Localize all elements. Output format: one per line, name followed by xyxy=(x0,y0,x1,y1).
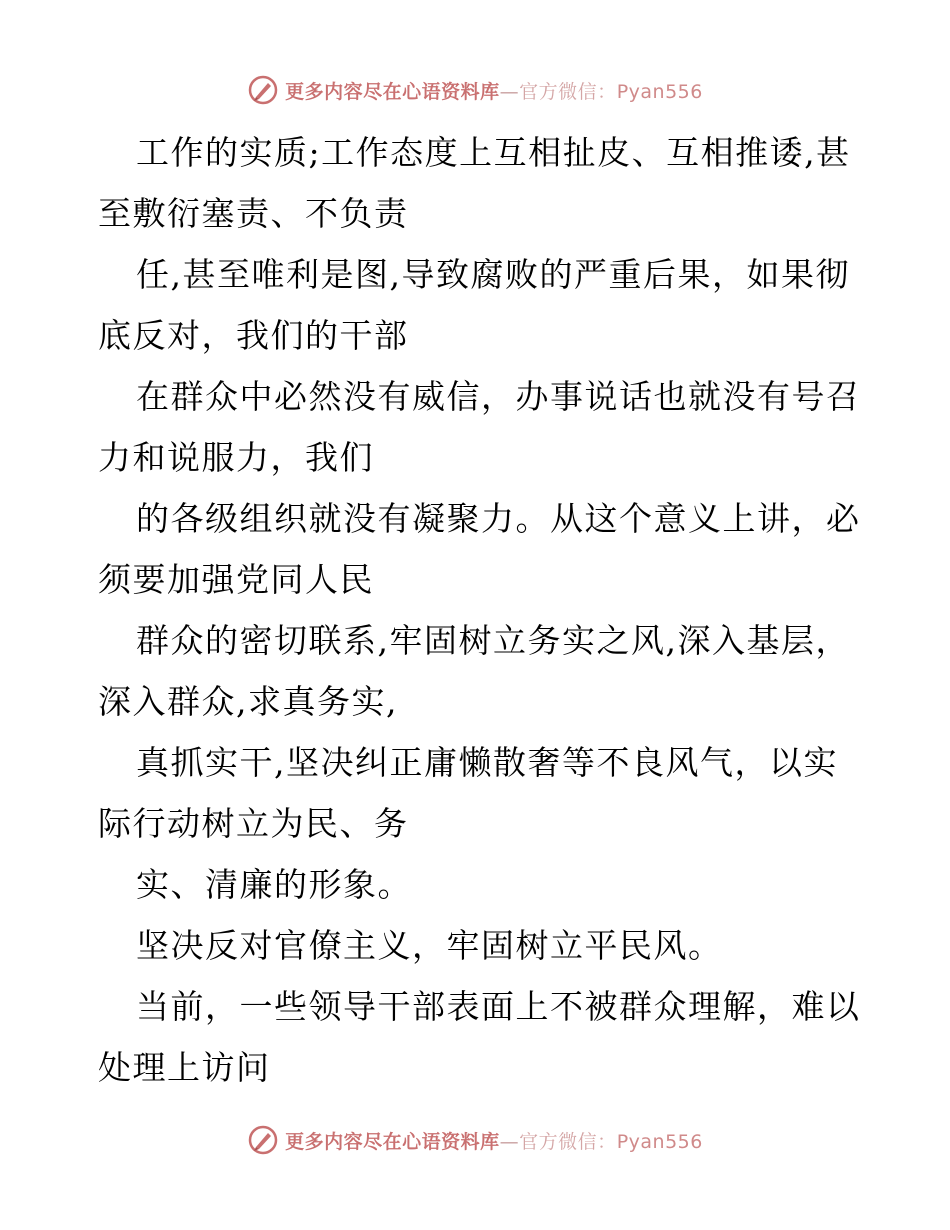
body-line: 至敷衍塞责、不负责 xyxy=(98,194,409,233)
body-line: 须要加强党同人民 xyxy=(98,560,374,599)
body-line: 力和说服力，我们 xyxy=(98,438,374,477)
body-line: 当前，一些领导干部表面上不被群众理解，难以 xyxy=(136,987,861,1026)
header-watermark xyxy=(0,73,950,107)
body-line: 实、清廉的形象。 xyxy=(136,865,412,904)
body-line: 际行动树立为民、务 xyxy=(98,804,409,843)
body-line: 底反对，我们的干部 xyxy=(98,316,409,355)
watermark-text xyxy=(285,1127,703,1154)
watermark-wechat-label: 官方微信： xyxy=(519,1130,617,1153)
watermark-dash: — xyxy=(499,1130,520,1153)
body-line: 坚决反对官僚主义，牢固树立平民风。 xyxy=(136,926,723,965)
body-line: 任,甚至唯利是图,导致腐败的严重后果，如果彻 xyxy=(136,255,850,294)
watermark-brand: 更多内容尽在心语资料库 xyxy=(285,80,500,103)
body-line: 深入群众,求真务实, xyxy=(98,682,398,721)
footer-watermark xyxy=(0,1123,950,1157)
body-line: 在群众中必然没有威信，办事说话也就没有号召 xyxy=(136,377,861,416)
body-line: 群众的密切联系,牢固树立务实之风,深入基层， xyxy=(136,621,850,660)
body-line: 工作的实质;工作态度上互相扯皮、互相推诿,甚 xyxy=(136,133,851,172)
watermark-brand: 更多内容尽在心语资料库 xyxy=(285,1130,500,1153)
document-body xyxy=(98,122,861,1098)
body-line: 的各级组织就没有凝聚力。从这个意义上讲，必 xyxy=(136,499,861,538)
watermark-wechat-id: Pyan556 xyxy=(616,1130,703,1153)
pen-logo-icon xyxy=(247,1124,279,1156)
watermark-wechat-label: 官方微信： xyxy=(519,80,617,103)
watermark-dash: — xyxy=(499,80,520,103)
watermark-wechat-id: Pyan556 xyxy=(616,80,703,103)
body-line: 处理上访问 xyxy=(98,1048,271,1087)
pen-logo-icon xyxy=(247,74,279,106)
body-line: 真抓实干,坚决纠正庸懒散奢等不良风气，以实 xyxy=(136,743,838,782)
watermark-text xyxy=(285,77,703,104)
